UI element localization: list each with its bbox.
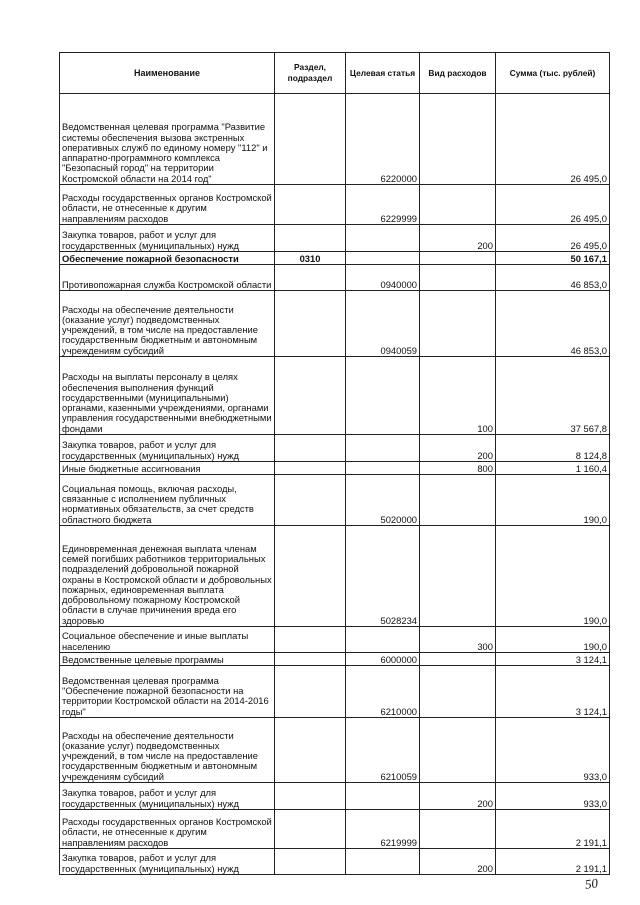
page-number: 50 <box>583 875 599 892</box>
cell-name: Обеспечение пожарной безопасности <box>60 252 275 265</box>
cell-target <box>346 627 420 653</box>
cell-name: Ведомственная целевая программа "Развитие системы обеспечения вызова экстренных оперативных служб по единому номеру "112" и аппаратно-программного комплекса "Безопасный город" на территории Костромской области на 2014 год" <box>60 94 275 185</box>
cell-target <box>346 435 420 462</box>
cell-kind: 300 <box>420 627 496 653</box>
table-row <box>60 185 610 225</box>
cell-target <box>346 225 420 252</box>
table-row <box>60 718 610 783</box>
cell-section <box>275 666 346 718</box>
cell-kind: 200 <box>420 435 496 462</box>
cell-kind: 200 <box>420 225 496 252</box>
cell-name: Противопожарная служба Костромской области <box>60 265 275 291</box>
table-row <box>60 462 610 475</box>
table-row <box>60 435 610 462</box>
cell-kind <box>420 526 496 627</box>
cell-sum: 190,0 <box>496 627 610 653</box>
cell-section <box>275 185 346 225</box>
table-row <box>60 225 610 252</box>
cell-section <box>275 849 346 875</box>
cell-sum: 2 191,1 <box>496 849 610 875</box>
table-row <box>60 265 610 291</box>
table-row <box>60 810 610 849</box>
cell-target <box>346 849 420 875</box>
cell-kind <box>420 810 496 849</box>
table-row <box>60 475 610 526</box>
cell-sum: 2 191,1 <box>496 810 610 849</box>
cell-kind <box>420 291 496 357</box>
cell-name: Закупка товаров, работ и услуг для государственных (муниципальных) нужд <box>60 435 275 462</box>
cell-sum: 190,0 <box>496 526 610 627</box>
cell-kind <box>420 265 496 291</box>
table-body <box>60 94 610 875</box>
header-kind: Вид расходов <box>420 53 496 94</box>
cell-kind: 200 <box>420 849 496 875</box>
cell-section <box>275 94 346 185</box>
cell-target <box>346 783 420 810</box>
cell-kind <box>420 666 496 718</box>
table-row <box>60 783 610 810</box>
cell-sum: 46 853,0 <box>496 265 610 291</box>
cell-kind <box>420 94 496 185</box>
cell-sum: 26 495,0 <box>496 94 610 185</box>
cell-section <box>275 810 346 849</box>
cell-name: Закупка товаров, работ и услуг для государственных (муниципальных) нужд <box>60 849 275 875</box>
cell-kind <box>420 475 496 526</box>
cell-sum: 26 495,0 <box>496 225 610 252</box>
table-row <box>60 627 610 653</box>
header-row <box>60 53 610 94</box>
cell-kind: 800 <box>420 462 496 475</box>
cell-target: 0940059 <box>346 291 420 357</box>
cell-sum: 933,0 <box>496 783 610 810</box>
cell-kind: 100 <box>420 357 496 435</box>
cell-name: Социальная помощь, включая расходы, связанные с исполнением публичных нормативных обязательств, за счет средств областного бюджета <box>60 475 275 526</box>
table-row <box>60 357 610 435</box>
cell-target: 5028234 <box>346 526 420 627</box>
budget-table <box>59 52 610 875</box>
cell-section <box>275 475 346 526</box>
header-target: Целевая статья <box>346 53 420 94</box>
cell-section <box>275 291 346 357</box>
header-section: Раздел, подраздел <box>275 53 346 94</box>
cell-sum: 8 124,8 <box>496 435 610 462</box>
cell-target: 0940000 <box>346 265 420 291</box>
cell-section: 0310 <box>275 252 346 265</box>
cell-name: Закупка товаров, работ и услуг для государственных (муниципальных) нужд <box>60 783 275 810</box>
cell-section <box>275 435 346 462</box>
cell-name: Расходы государственных органов Костромской области, не отнесенные к другим направлениям расходов <box>60 810 275 849</box>
cell-sum: 3 124,1 <box>496 653 610 666</box>
cell-section <box>275 718 346 783</box>
cell-name: Расходы на выплаты персоналу в целях обеспечения выполнения функций государственными (муниципальными) органами, казенными учреждениями, органами управления государственными внебюджетными фондами <box>60 357 275 435</box>
table-row <box>60 653 610 666</box>
cell-kind: 200 <box>420 783 496 810</box>
cell-kind <box>420 252 496 265</box>
cell-name: Ведомственная целевая программа "Обеспечение пожарной безопасности на территории Костромской области на 2014-2016 годы" <box>60 666 275 718</box>
cell-sum: 37 567,8 <box>496 357 610 435</box>
cell-section <box>275 265 346 291</box>
cell-kind <box>420 185 496 225</box>
cell-name: Единовременная денежная выплата членам семей погибших работников территориальных подразделений добровольной пожарной охраны в Костромской области и добровольных пожарных, единовременная выплата добровольному пожарному Костромской области в случае причинения вреда его здоровью <box>60 526 275 627</box>
cell-name: Закупка товаров, работ и услуг для государственных (муниципальных) нужд <box>60 225 275 252</box>
cell-target: 6229999 <box>346 185 420 225</box>
cell-target: 6219999 <box>346 810 420 849</box>
cell-sum: 46 853,0 <box>496 291 610 357</box>
cell-sum: 933,0 <box>496 718 610 783</box>
cell-section <box>275 627 346 653</box>
cell-target: 5020000 <box>346 475 420 526</box>
table-row <box>60 666 610 718</box>
cell-target <box>346 252 420 265</box>
cell-sum: 50 167,1 <box>496 252 610 265</box>
table-row <box>60 526 610 627</box>
cell-name: Расходы на обеспечение деятельности (оказание услуг) подведомственных учреждений, в том числе на предоставление государственным бюджетным и автономным учреждениям субсидий <box>60 291 275 357</box>
table-row <box>60 252 610 265</box>
cell-section <box>275 357 346 435</box>
cell-target: 6210059 <box>346 718 420 783</box>
cell-kind <box>420 653 496 666</box>
cell-target: 6000000 <box>346 653 420 666</box>
table-row <box>60 849 610 875</box>
table-row <box>60 291 610 357</box>
cell-name: Иные бюджетные ассигнования <box>60 462 275 475</box>
cell-target: 6210000 <box>346 666 420 718</box>
cell-section <box>275 526 346 627</box>
cell-section <box>275 225 346 252</box>
cell-name: Социальное обеспечение и иные выплаты населению <box>60 627 275 653</box>
cell-sum: 1 160,4 <box>496 462 610 475</box>
cell-name: Расходы государственных органов Костромской области, не отнесенные к другим направлениям расходов <box>60 185 275 225</box>
cell-section <box>275 653 346 666</box>
cell-target <box>346 357 420 435</box>
cell-sum: 190,0 <box>496 475 610 526</box>
cell-sum: 26 495,0 <box>496 185 610 225</box>
table-row <box>60 94 610 185</box>
cell-target: 6220000 <box>346 94 420 185</box>
cell-section <box>275 462 346 475</box>
cell-name: Расходы на обеспечение деятельности (оказание услуг) подведомственных учреждений, в том числе на предоставление государственным бюджетным и автономным учреждениям субсидий <box>60 718 275 783</box>
header-sum: Сумма (тыс. рублей) <box>496 53 610 94</box>
header-name: Наименование <box>60 53 275 94</box>
cell-sum: 3 124,1 <box>496 666 610 718</box>
cell-section <box>275 783 346 810</box>
cell-target <box>346 462 420 475</box>
cell-name: Ведомственные целевые программы <box>60 653 275 666</box>
cell-kind <box>420 718 496 783</box>
